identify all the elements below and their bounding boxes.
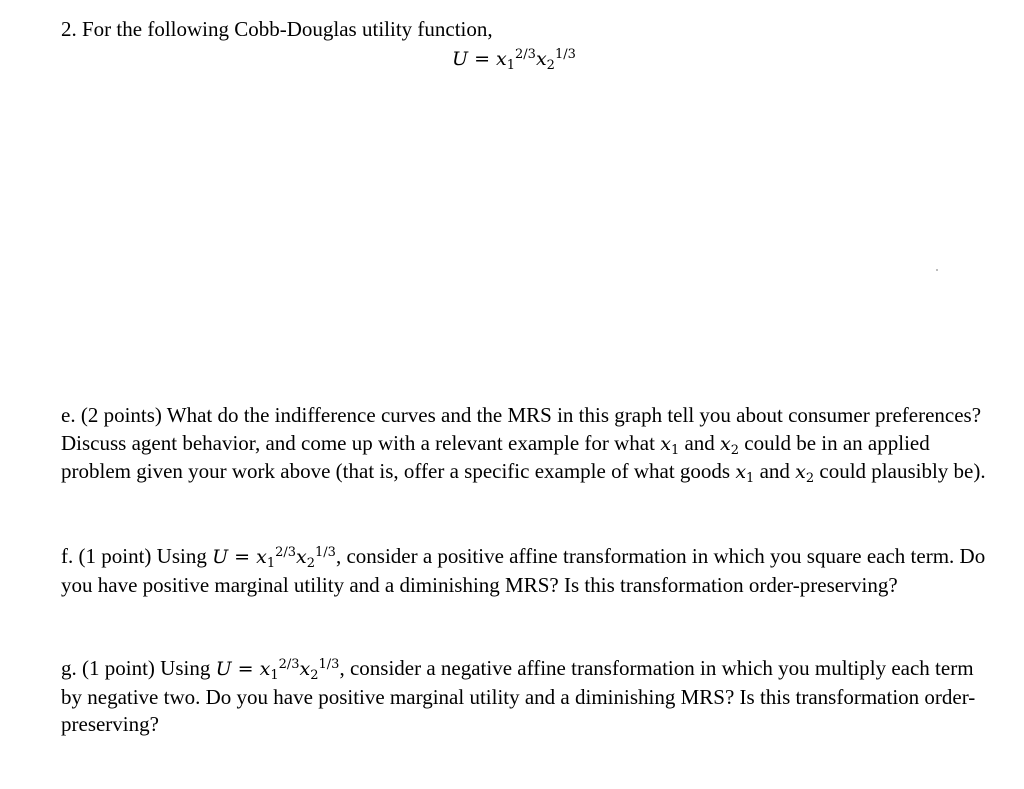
question-f-rest: , consider a positive affine transformation in which you square each term. Do you have positive marginal utility and a diminishing MRS? Is this transformation order-preserving?: [61, 544, 986, 597]
question-e-text-5: could plausibly be).: [819, 459, 986, 483]
question-e-text-3: could be in an applied problem given your work above (that is, offer a specific example of what goods: [61, 430, 930, 483]
question-g: [61, 655, 991, 739]
inline-utility-formula: $U = x_1^{2/3}x_2^{1/3}$: [212, 544, 336, 571]
question-f: [61, 543, 991, 599]
variable-x2: $x_2$: [795, 461, 815, 486]
variable-x1: $x_1$: [660, 432, 680, 458]
question-g-lead: g. (1 point) Using: [61, 656, 211, 680]
inline-utility-formula: $U = x_1^{2/3}x_2^{1/3}$: [215, 656, 340, 683]
variable-x2: $x_2$: [720, 432, 740, 458]
utility-equation: [452, 44, 576, 73]
question-f-lead: f. (1 point) Using: [61, 544, 207, 568]
question-e-text-2: and: [684, 430, 715, 455]
question-e-text-4: and: [759, 459, 790, 483]
question-heading: 2. For the following Cobb-Douglas utility function,: [61, 17, 493, 41]
stray-mark: [936, 269, 938, 271]
question-e: [61, 402, 991, 487]
utility-equation-formula: $U = x_1^{2/3}x_2^{1/3}$: [452, 46, 576, 73]
question-g-rest: , consider a negative affine transformation in which you multiply each term by negative two. Do you have positive marginal utility and a diminishing MRS? Is this transformation order-preserving?: [61, 656, 976, 736]
question-e-text-1: e. (2 points) What do the indifference curves and the MRS in this graph tell you about consumer preferences? Discuss agent behavior, and come up with a relevant example for what: [61, 403, 982, 455]
variable-x1: $x_1$: [735, 461, 755, 486]
